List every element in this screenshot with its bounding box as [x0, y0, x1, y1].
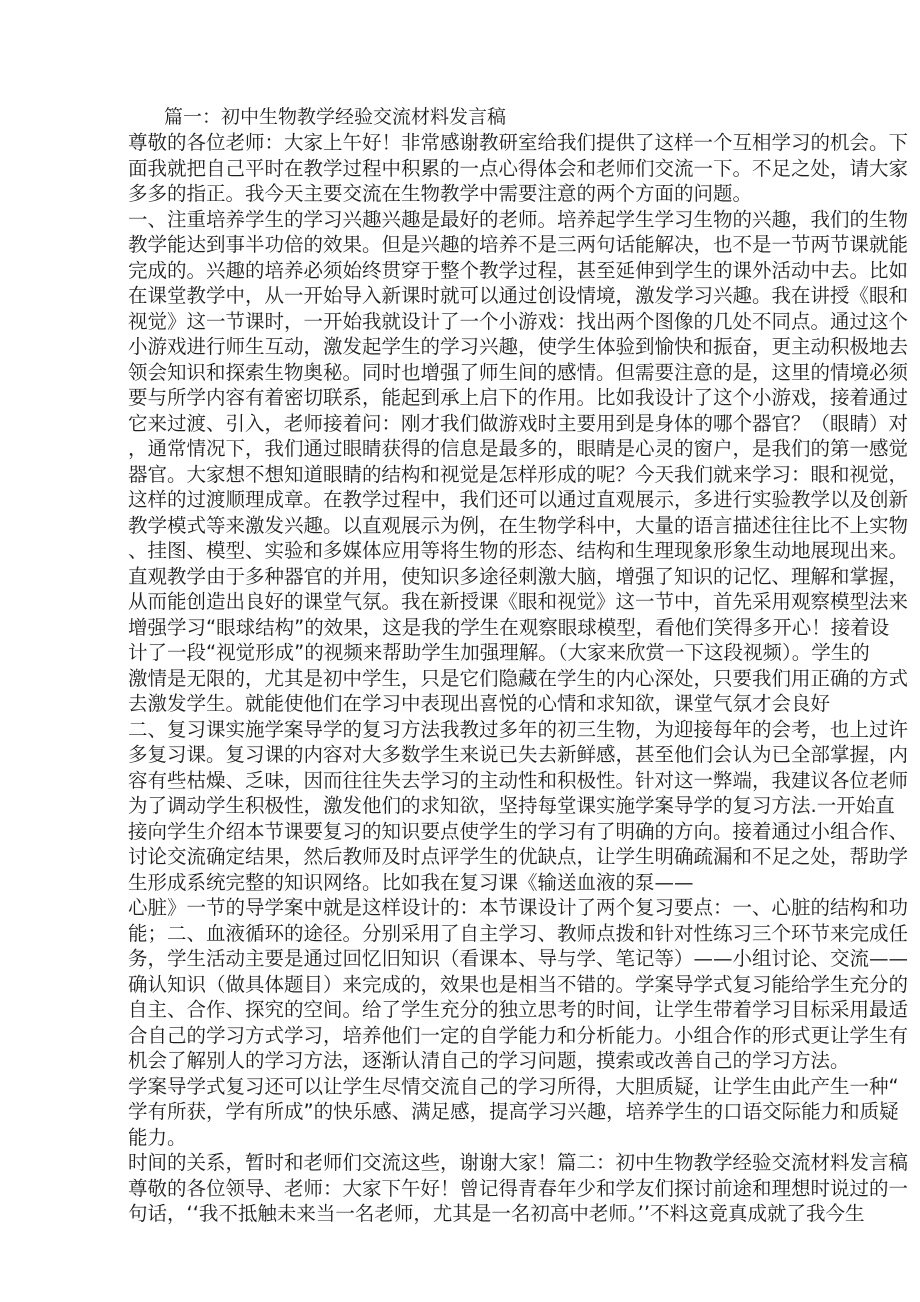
text-line: 从而能创造出良好的课堂气氛。我在新授课《眼和视觉》这一节中，首先采用观察模型法来 [128, 590, 909, 613]
document-title: 篇一：初中生物教学经验交流材料发言稿 [164, 106, 507, 128]
text-line: 增强学习“眼球结构”的效果，这是我的学生在观察眼球模型，看他们笑得多开心！接着设 [128, 615, 890, 639]
text-line: 小游戏进行师生互动，激发起学生的学习兴趣，使学生体验到愉快和振奋，更主动积极地去 [128, 335, 909, 358]
text-line: 学案导学式复习还可以让学生尽情交流自己的学习所得，大胆质疑，让学生由此产生一种“ [128, 1074, 899, 1098]
text-line: 心脏》一节的导学案中就是这样设计的：本节课设计了两个复习要点：一、心脏的结构和功 [128, 896, 909, 919]
text-line: 器官。大家想不想知道眼睛的结构和视觉是怎样形成的呢？今天我们就来学习：眼和视觉， [128, 462, 909, 486]
text-line: 视觉》这一节课时，一开始我就设计了一个小游戏：找出两个图像的几处不同点。通过这个 [128, 309, 909, 333]
text-line: 能力。 [128, 1125, 187, 1149]
text-line: 容有些枯燥、乏味，因而往往失去学习的主动性和积极性。针对这一弊端，我建议各位老师 [128, 768, 909, 792]
text-line: 直观教学由于多种器官的并用，使知识多途径刺激大脑，增强了知识的记忆、理解和掌握， [128, 564, 909, 588]
text-line: 生形成系统完整的知识网络。比如我在复习课《输送血液的泵—— [128, 870, 694, 894]
document-text [128, 130, 909, 1227]
text-line: 面我就把自己平时在教学过程中积累的一点心得体会和老师们交流一下。不足之处，请大家 [128, 156, 909, 180]
text-line: 它来过渡、引入，老师接着问：刚才我们做游戏时主要用到是身体的哪个器官？（眼睛）对 [128, 411, 909, 435]
text-line: 在课堂教学中，从一开始导入新课时就可以通过创设情境，激发学习兴趣。我在讲授《眼和 [128, 284, 909, 307]
text-line: 计了一段“视觉形成”的视频来帮助学生加强理解。（大家来欣赏一下这段视频）。学生的 [128, 641, 870, 664]
text-line: 讨论交流确定结果，然后教师及时点评学生的优缺点，让学生明确疏漏和不足之处，帮助学 [128, 845, 909, 868]
text-line: 确认知识（做具体题目）来完成的，效果也是相当不错的。学案导学式复习能给学生充分的 [128, 972, 909, 996]
text-line: 尊敬的各位老师：大家上午好！非常感谢教研室给我们提供了这样一个互相学习的机会。下 [128, 131, 909, 154]
text-line: 自主、合作、探究的空间。给了学生充分的独立思考的时间，让学生带着学习目标采用最适 [128, 998, 909, 1021]
text-line: 多多的指正。我今天主要交流在生物教学中需要注意的两个方面的问题。 [128, 182, 753, 205]
text-line: 领会知识和探索生物奥秘。同时也增强了师生间的感情。但需要注意的是，这里的情境必须 [128, 360, 909, 384]
text-line: 尊敬的各位领导、老师：大家下午好！曾记得青春年少和学友们探讨前途和理想时说过的一 [128, 1176, 909, 1200]
text-line: 机会了解别人的学习方法，逐渐认清自己的学习问题，摸索或改善自己的学习方法。 [128, 1049, 850, 1072]
text-line: 、挂图、模型、实验和多媒体应用等将生物的形态、结构和生理现象形象生动地展现出来。 [128, 539, 909, 562]
text-line: 合自己的学习方式学习，培养他们一定的自学能力和分析能力。小组合作的形式更让学生有 [128, 1023, 909, 1047]
text-line: 能；二、血液循环的途径。分别采用了自主学习、教师点拨和针对性练习三个环节来完成任 [128, 921, 909, 945]
text-line: 激情是无限的，尤其是初中学生，只是它们隐藏在学生的内心深处，只要我们用正确的方式 [128, 666, 909, 690]
document-body [128, 104, 909, 1227]
text-line: 完成的。兴趣的培养必须始终贯穿于整个教学过程，甚至延伸到学生的课外活动中去。比如 [128, 258, 909, 282]
text-line: 时间的关系，暂时和老师们交流这些，谢谢大家！篇二：初中生物教学经验交流材料发言稿 [128, 1151, 909, 1174]
text-line: 多复习课。复习课的内容对大多数学生来说已失去新鲜感，甚至他们会认为已全部掌握，内 [128, 743, 909, 766]
text-line: 教学能达到事半功倍的效果。但是兴趣的培养不是三两句话能解决，也不是一节两节课就能 [128, 233, 909, 256]
text-line: 接向学生介绍本节课要复习的知识要点使学生的学习有了明确的方向。接着通过小组合作、 [128, 819, 909, 843]
text-line: 二、复习课实施学案导学的复习方法我教过多年的初三生物，为迎接每年的会考，也上过许 [128, 717, 909, 741]
text-line: 要与所学内容有着密切联系，能起到承上启下的作用。比如我设计了这个小游戏，接着通过 [128, 386, 909, 409]
text-line: 务，学生活动主要是通过回忆旧知识（看课本、导与学、笔记等）——小组讨论、交流—— [128, 947, 909, 970]
text-line: 这样的过渡顺理成章。在教学过程中，我们还可以通过直观展示，多进行实验教学以及创新 [128, 488, 909, 511]
text-line: 为了调动学生积极性，激发他们的求知欲，坚持每堂课实施学案导学的复习方法.一开始直 [128, 794, 895, 817]
text-line: ，通常情况下，我们通过眼睛获得的信息是最多的，眼睛是心灵的窗户，是我们的第一感觉 [128, 437, 909, 460]
text-line: 学有所获，学有所成”的快乐感、满足感，提高学习兴趣，培养学生的口语交际能力和质疑 [128, 1100, 899, 1123]
text-line: 去激发学生。就能使他们在学习中表现出喜悦的心情和求知欲，课堂气氛才会良好 [128, 692, 831, 715]
text-line: 句话，‘‘我不抵触未来当一名老师，尤其是一名初高中老师。’’不料这竟真成就了我今生 [128, 1202, 865, 1225]
text-line: 教学模式等来激发兴趣。以直观展示为例，在生物学科中，大量的语言描述往往比不上实物 [128, 513, 909, 537]
text-line: 一、注重培养学生的学习兴趣兴趣是最好的老师。培养起学生学习生物的兴趣，我们的生物 [128, 207, 909, 231]
